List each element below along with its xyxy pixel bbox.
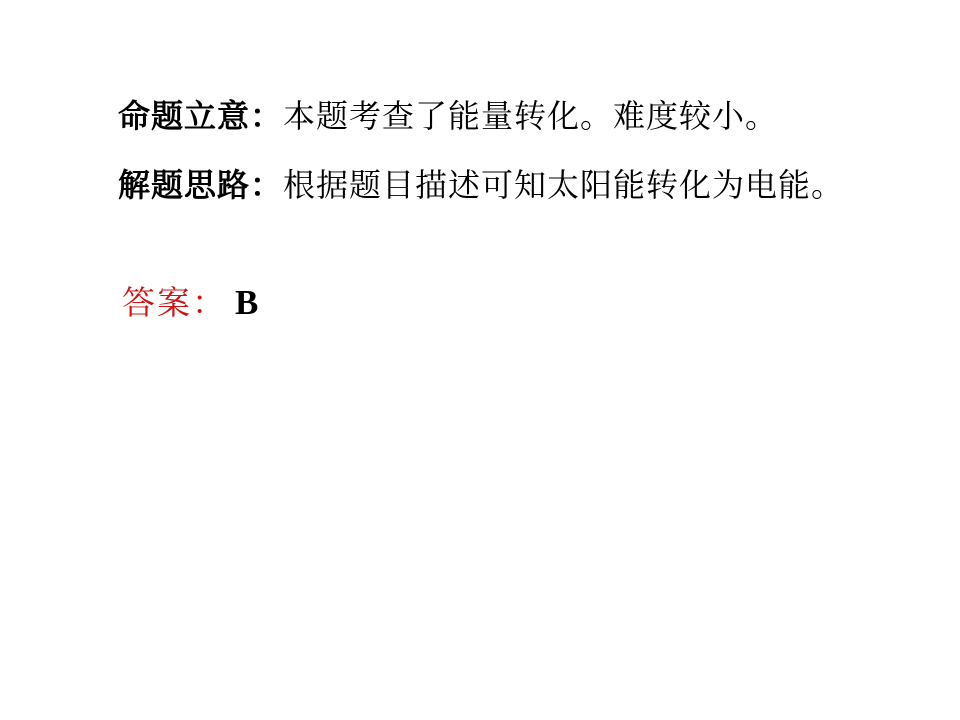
intent-line	[118, 91, 778, 137]
answer-line	[122, 277, 258, 324]
approach-text: 根据题目描述可知太阳能转化为电能。	[283, 167, 845, 203]
intent-label: 命题立意：	[118, 98, 284, 134]
answer-value: B	[235, 283, 259, 322]
intent-text: 本题考查了能量转化。难度较小。	[283, 98, 779, 134]
approach-line	[118, 160, 844, 206]
answer-label: 答案：	[122, 286, 227, 322]
approach-label: 解题思路：	[118, 167, 284, 203]
